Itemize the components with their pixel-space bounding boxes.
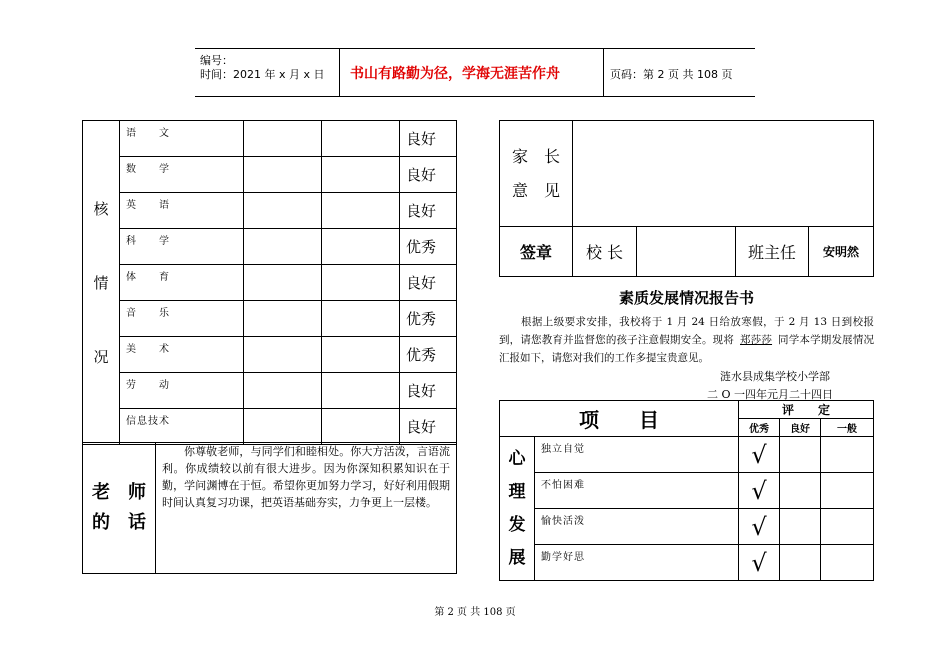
blank-cell xyxy=(244,337,322,373)
header-motto: 书山有路勤为径，学海无涯苦作舟 xyxy=(350,66,560,82)
blank-cell xyxy=(821,545,874,581)
subject-grade: 良好 xyxy=(400,121,457,157)
subject-grade: 良好 xyxy=(400,193,457,229)
teacher-words: 你尊敬老师，与同学们和睦相处。你大方活泼，言语流利。你成绩较以前有很大进步。因为你深知积累知识在于勤，学问渊博在于恒。希望你更加努力学习，好好利用假期时间认真复习功课，把英语基础夯实，力争更上一层楼。 xyxy=(156,443,457,574)
class-teacher-name: 安明然 xyxy=(809,227,874,277)
header-bottom-rule xyxy=(195,96,755,97)
check-mark: √ xyxy=(739,509,780,545)
category-char-1: 心 xyxy=(508,448,526,469)
blank-cell xyxy=(780,545,821,581)
blank-cell xyxy=(244,265,322,301)
blank-cell xyxy=(322,301,400,337)
footer-page: 第 2 页 共 108 页 xyxy=(434,607,516,618)
header-top-rule xyxy=(195,48,755,49)
blank-cell xyxy=(244,121,322,157)
col-good: 良好 xyxy=(780,419,821,437)
teacher-label-line1: 老 师 xyxy=(92,482,146,503)
category-cell xyxy=(500,437,535,581)
blank-cell xyxy=(322,409,400,445)
check-mark: √ xyxy=(739,437,780,473)
section-char-1: 核 xyxy=(93,199,109,218)
subject-name: 体 育 xyxy=(120,265,244,301)
col-excellent: 优秀 xyxy=(739,419,780,437)
subject-name: 信息技术 xyxy=(120,409,244,445)
teacher-label-line2: 的 话 xyxy=(92,512,146,533)
subject-grade: 良好 xyxy=(400,157,457,193)
grades-table xyxy=(82,120,457,445)
principal-label: 校 长 xyxy=(573,227,637,277)
blank-cell xyxy=(322,265,400,301)
item-name: 独立自觉 xyxy=(535,437,739,473)
blank-cell xyxy=(821,509,874,545)
subject-name: 美 术 xyxy=(120,337,244,373)
section-label-cell xyxy=(83,121,120,445)
check-mark: √ xyxy=(739,473,780,509)
subject-grade: 良好 xyxy=(400,265,457,301)
principal-sign-area xyxy=(637,227,736,277)
header-divider-1 xyxy=(339,48,340,96)
parent-label-line2: 意 见 xyxy=(511,180,560,200)
subject-grade: 良好 xyxy=(400,409,457,445)
blank-cell xyxy=(322,229,400,265)
blank-cell xyxy=(244,373,322,409)
teacher-words-table xyxy=(82,442,457,574)
blank-cell xyxy=(244,229,322,265)
school-name: 涟水县成集学校小学部 xyxy=(720,370,830,383)
sign-label: 签章 xyxy=(500,227,573,277)
blank-cell xyxy=(821,473,874,509)
subject-name: 数 学 xyxy=(120,157,244,193)
category-char-2: 理 xyxy=(508,481,526,502)
subject-grade: 良好 xyxy=(400,373,457,409)
parent-label-cell xyxy=(500,121,573,227)
col-average: 一般 xyxy=(821,419,874,437)
subject-grade: 优秀 xyxy=(400,337,457,373)
subject-name: 劳 动 xyxy=(120,373,244,409)
subject-name: 英 语 xyxy=(120,193,244,229)
report-title: 素质发展情况报告书 xyxy=(618,289,754,307)
category-char-4: 展 xyxy=(508,547,526,568)
header-number: 编号： xyxy=(200,54,233,67)
blank-cell xyxy=(780,437,821,473)
blank-cell xyxy=(322,373,400,409)
category-char-3: 发 xyxy=(508,514,526,535)
teacher-label-cell xyxy=(83,443,156,574)
parent-opinion-area xyxy=(573,121,874,227)
blank-cell xyxy=(244,193,322,229)
subject-name: 语 文 xyxy=(120,121,244,157)
blank-cell xyxy=(780,473,821,509)
eval-header: 评 定 xyxy=(739,401,874,419)
blank-cell xyxy=(322,337,400,373)
blank-cell xyxy=(322,157,400,193)
blank-cell xyxy=(244,301,322,337)
subject-name: 科 学 xyxy=(120,229,244,265)
blank-cell xyxy=(780,509,821,545)
item-name: 勤学好思 xyxy=(535,545,739,581)
blank-cell xyxy=(821,437,874,473)
blank-cell xyxy=(244,409,322,445)
blank-cell xyxy=(244,157,322,193)
parent-label-line1: 家 长 xyxy=(511,146,560,166)
parent-opinion-table xyxy=(499,120,874,277)
subject-grade: 优秀 xyxy=(400,301,457,337)
notice-text-2: 同学本学期发展情况汇报如下，请您对我们的工作多提宝贵意见。 xyxy=(499,334,875,364)
header-divider-2 xyxy=(603,48,604,96)
notice-paragraph xyxy=(499,313,874,367)
class-teacher-label: 班主任 xyxy=(736,227,809,277)
section-char-2: 情 xyxy=(93,273,109,292)
evaluation-table xyxy=(499,400,874,581)
subject-grade: 优秀 xyxy=(400,229,457,265)
student-name: 郑莎莎 xyxy=(740,334,773,346)
item-name: 愉快活泼 xyxy=(535,509,739,545)
header-time: 时间：2021 年 x 月 x 日 xyxy=(200,68,325,81)
notice-text-1: 根据上级要求安排，我校将于 1 月 24 日给放寒假，于 2 月 13 日到校报到，请您教育并监督您的孩子注意假期安全。现将 xyxy=(499,316,874,346)
blank-cell xyxy=(322,121,400,157)
item-name: 不怕困难 xyxy=(535,473,739,509)
check-mark: √ xyxy=(739,545,780,581)
report-date: 二 O 一四年元月二十四日 xyxy=(707,388,834,401)
header-page: 页码：第 2 页 共 108 页 xyxy=(610,68,733,81)
item-header: 项 目 xyxy=(500,401,739,437)
subject-name: 音 乐 xyxy=(120,301,244,337)
section-char-3: 况 xyxy=(93,347,109,366)
blank-cell xyxy=(322,193,400,229)
